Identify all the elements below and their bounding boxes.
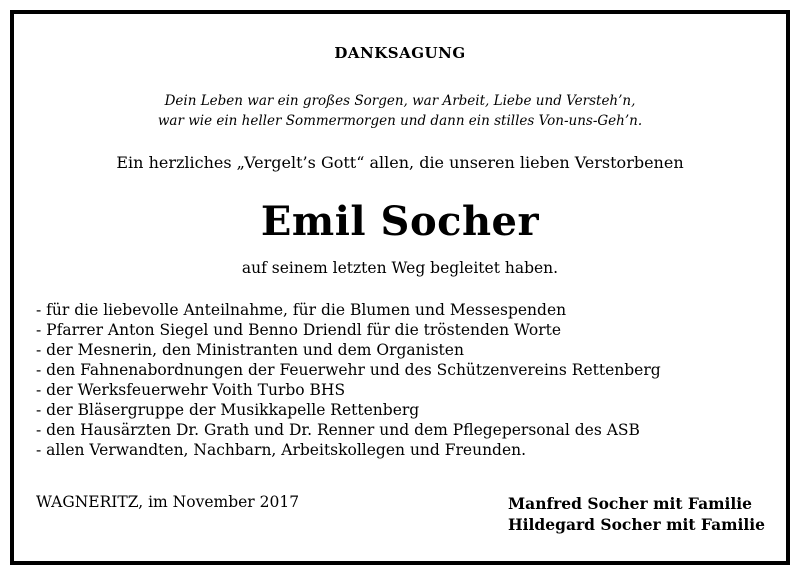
thanks-list [36, 300, 661, 460]
thanks-item: - den Fahnenabordnungen der Feuerwehr und des Schützenvereins Rettenberg [36, 361, 661, 379]
intro-text: Ein herzliches „Vergelt’s Gott“ allen, die unseren lieben Verstorbenen [116, 153, 684, 172]
thanks-item: - der Werksfeuerwehr Voith Turbo BHS [36, 381, 346, 399]
notice-heading: DANKSAGUNG [334, 44, 466, 62]
thanks-item: - den Hausärzten Dr. Grath und Dr. Renner und dem Pflegepersonal des ASB [36, 421, 640, 439]
poem-line: war wie ein heller Sommermorgen und dann ein stilles Von-uns-Geh’n. [157, 113, 643, 129]
thanks-item: - allen Verwandten, Nachbarn, Arbeitskollegen und Freunden. [36, 441, 527, 459]
thanks-item: - der Mesnerin, den Ministranten und dem Organisten [36, 341, 464, 359]
thanks-item: - für die liebevolle Anteilnahme, für die Blumen und Messespenden [36, 301, 567, 319]
thanks-item: - der Bläsergruppe der Musikkapelle Rettenberg [36, 401, 420, 419]
signature-line: Manfred Socher mit Familie [508, 494, 753, 513]
poem [14, 91, 786, 131]
subline-text: auf seinem letzten Weg begleitet haben. [241, 259, 559, 277]
signature-line: Hildegard Socher mit Familie [508, 515, 766, 534]
poem-line: Dein Leben war ein großes Sorgen, war Arbeit, Liebe und Versteh’n, [164, 93, 636, 109]
deceased-name: Emil Socher [260, 198, 540, 245]
signatures [508, 493, 765, 535]
place-date: WAGNERITZ, im November 2017 [36, 493, 300, 511]
thanks-item: - Pfarrer Anton Siegel und Benno Driendl für die tröstenden Worte [36, 321, 562, 339]
notice-frame [10, 10, 790, 565]
